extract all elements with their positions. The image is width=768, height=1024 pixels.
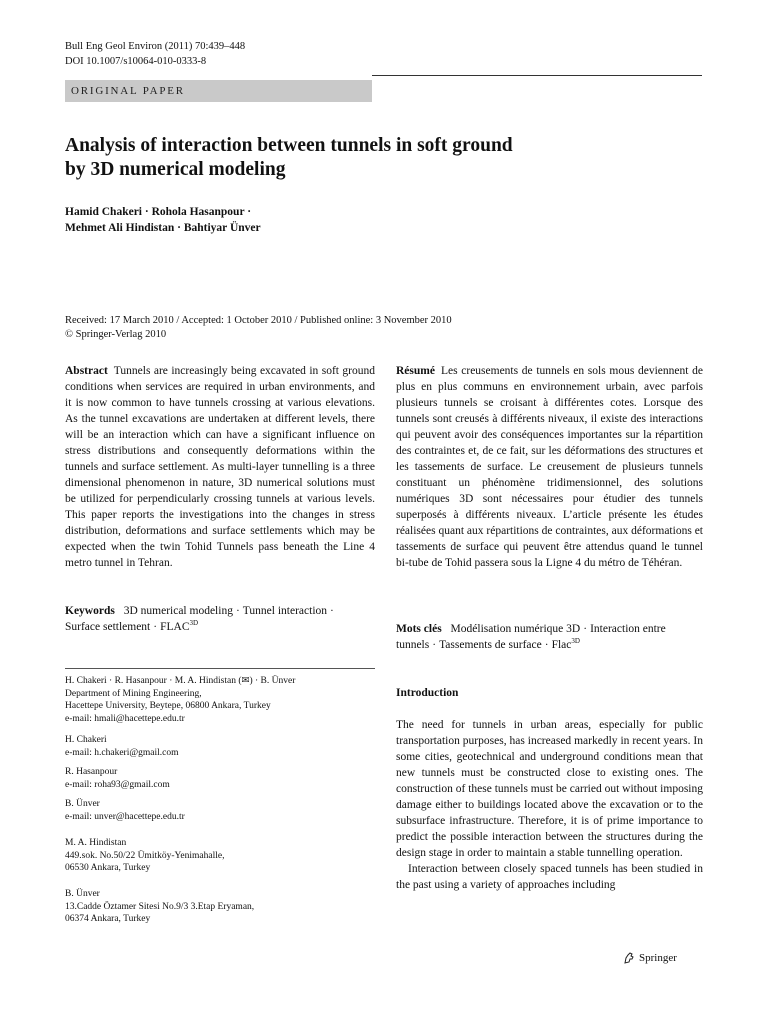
introduction-heading: Introduction	[396, 687, 459, 699]
publisher-name: Springer	[639, 952, 677, 964]
paragraph: The need for tunnels in urban areas, especially for public transportation purposes, has increased markedly in recent years. In some cities, geotechnical and underground conditions mean that new tunnels must be constructed close to existing ones. The construction of these tunnels must be carried out without imposing damage either to buildings located above the excavation or to the subsurface infrastructure. Therefore, it is of prime importance to predict the possible interaction between the structures during the design stage in order to maintain a stable tunnelling operation.	[396, 719, 703, 859]
author-list: Hamid Chakeri · Rohola Hasanpour · Mehmet Ali Hindistan · Bahtiyar Ünver	[65, 206, 261, 234]
keywords-label: Keywords	[65, 605, 115, 617]
resume-label: Résumé	[396, 365, 435, 377]
dates-line: Received: 17 March 2010 / Accepted: 1 October 2010 / Published online: 3 November 2010	[65, 315, 452, 326]
affiliation-block: B. Ünver 13.Cadde Öztamer Sitesi No.9/3 3.Etap Eryaman, 06374 Ankara, Turkey	[65, 889, 255, 924]
paper-title: Analysis of interaction between tunnels in soft ground by 3D numerical modeling	[65, 135, 513, 180]
abstract-label: Abstract	[65, 365, 108, 377]
keywords: Keywords 3D numerical modeling · Tunnel interaction · Surface settlement · $FLAC^{3D}$	[65, 605, 334, 633]
springer-horse-logo-icon	[622, 951, 636, 965]
publication-dates	[65, 314, 705, 342]
affiliation-block: H. Chakeri · R. Hasanpour · M. A. Hindistan (✉) · B. Ünver Department of Mining Engineering, Hacettepe University, Beytepe, 06800 Ankara, Turkey e-mail: hmali@hacettepe.edu.tr	[65, 676, 296, 724]
doi: DOI 10.1007/s10064-010-0333-8	[65, 56, 207, 67]
resume	[396, 363, 703, 571]
abstract-text: Tunnels are increasingly being excavated in soft ground conditions when services are required in urban environments, and it is now common to have tunnels crossing at various elevations. As the tunnel excavations are undertaken at different levels, there will be an interaction which can have a significant influence on stress distributions and consequently deformations within the tunnels and surface settlement. As multi-layer tunnelling is a three dimensional phenomenon in nature, 3D numerical solutions must be utilized for perpendicularly crossing tunnels at various levels. This paper reports the investigations into the changes in stress distribution, deformations and surface settlements which may be expected when the twin Tohid Tunnels pass beneath the Line 4 metro tunnel in Tehran.	[65, 365, 375, 569]
mots-cles: Mots clés Modélisation numérique 3D · Interaction entre tunnels · Tassements de surface · Flac$^{3D}$	[396, 623, 666, 651]
introduction-body	[396, 717, 703, 893]
copyright-line: © Springer-Verlag 2010	[65, 329, 167, 340]
affiliation-rule	[65, 668, 375, 669]
abstract	[65, 363, 375, 571]
affiliation-block: B. Ünver e-mail: unver@hacettepe.edu.tr	[65, 799, 185, 822]
publisher-footer	[622, 951, 677, 965]
mots-cles-label: Mots clés	[396, 623, 442, 635]
affiliation-block: M. A. Hindistan 449.sok. No.50/22 Ümitköy-Yenimahalle, 06530 Ankara, Turkey	[65, 838, 225, 873]
article-type-banner: ORIGINAL PAPER	[65, 80, 372, 102]
affiliation-block: H. Chakeri e-mail: h.chakeri@gmail.com	[65, 735, 179, 758]
header-rule	[372, 75, 702, 76]
journal-citation: Bull Eng Geol Environ (2011) 70:439–448	[65, 41, 246, 52]
paragraph: Interaction between closely spaced tunnels has been studied in the past using a variety of approaches including	[396, 863, 703, 891]
affiliation-block: R. Hasanpour e-mail: roha93@gmail.com	[65, 767, 170, 790]
resume-text: Les creusements de tunnels en sols mous deviennent de plus en plus communs en environnement urbain, avec parfois plusieurs tunnels se croisant à différentes cotes. Lorsque des tunnels sont creusés à différents niveaux, il existe des interactions qui peuvent avoir des conséquences importantes sur la répartition des contraintes et, de ce fait, sur les déformations des structures et les tassements de surface. Le creusement de plusieurs tunnels constituant un phénomène tridimensionnel, des solutions numériques 3D sont nécessaires pour étudier des tunnels superposés à différents niveaux. L’article présente les études réalisées quant aux répartitions de contraintes, aux déformations et tassements de surface qui peuvent être attendus quand le tunnel bi-tube de Tohid passera sous la Ligne 4 du métro de Téhéran.	[396, 365, 703, 569]
